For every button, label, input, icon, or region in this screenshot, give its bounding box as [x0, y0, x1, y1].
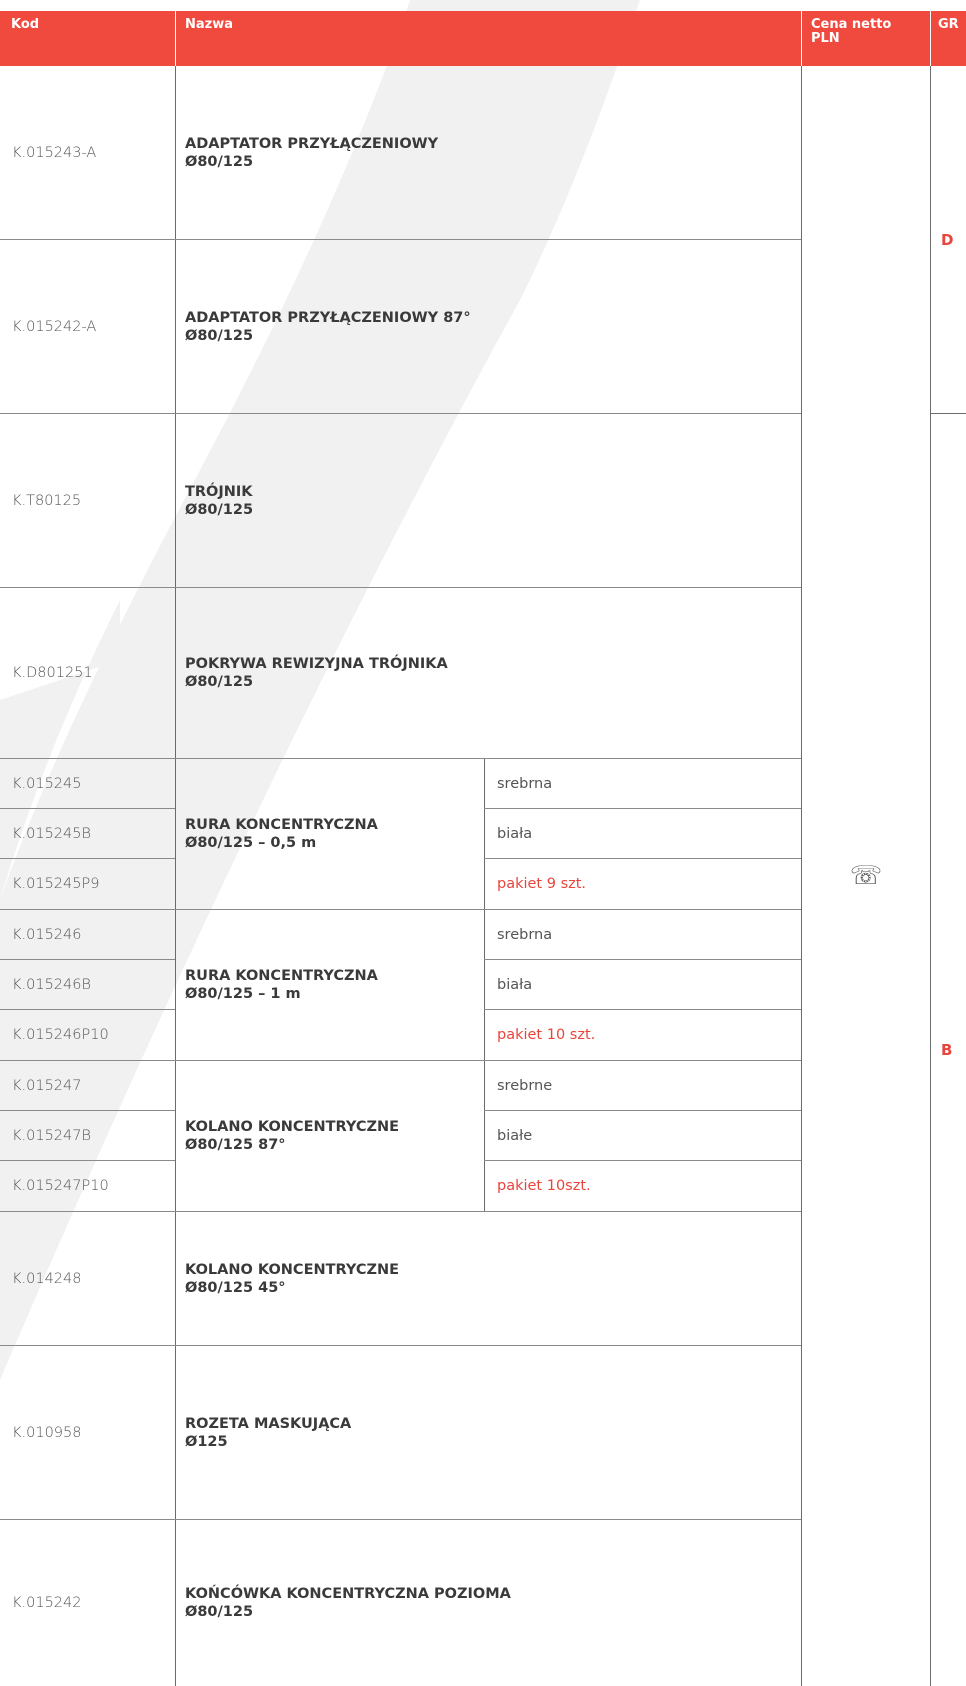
- product-name: [185, 1415, 351, 1451]
- product-name-line2: Ø80/125: [185, 1604, 254, 1620]
- code-text: K.015246P10: [12, 1027, 109, 1043]
- code-text: K.015245: [12, 775, 82, 792]
- product-name-line1: KOLANO KONCENTRYCZNE: [185, 1119, 400, 1135]
- variant-group-name: [176, 759, 484, 909]
- variant-text: srebrna: [497, 926, 553, 943]
- variant-code: [0, 1010, 175, 1060]
- group-d-label: D: [941, 230, 954, 249]
- variant-code: [0, 960, 175, 1009]
- table-row-code: [0, 66, 175, 239]
- code-text: K.015246B: [12, 976, 91, 993]
- variant-label: [485, 910, 801, 959]
- code-text: K.015247: [12, 1077, 82, 1094]
- variant-package-label: [485, 859, 801, 909]
- row-divider: [0, 239, 801, 240]
- variant-package-label: [485, 1161, 801, 1211]
- product-name-line2: Ø80/125 87°: [185, 1137, 286, 1153]
- column-divider: [930, 66, 931, 1686]
- row-divider: [0, 1519, 801, 1520]
- row-divider: [0, 959, 175, 960]
- table-row-name: [176, 66, 801, 239]
- table-row-name: [176, 588, 801, 758]
- variant-code: [0, 759, 175, 808]
- product-name-line2: Ø125: [185, 1433, 228, 1450]
- header-kod-label: Kod: [11, 17, 40, 32]
- product-name-line1: KOŃCÓWKA KONCENTRYCZNA POZIOMA: [185, 1586, 511, 1602]
- product-name: [185, 1261, 399, 1297]
- row-divider: [484, 1160, 801, 1161]
- product-name-line1: POKRYWA REWIZYJNA TRÓJNIKA: [185, 656, 448, 672]
- variant-label: [485, 1111, 801, 1160]
- code-text: K.015247P10: [12, 1178, 109, 1194]
- code-text: K.010958: [12, 1424, 82, 1441]
- product-name: [185, 655, 448, 691]
- row-divider: [0, 1345, 801, 1346]
- column-divider: [175, 66, 176, 1686]
- code-text: K.015243-A: [12, 144, 97, 161]
- product-name: [185, 967, 378, 1003]
- variant-code: [0, 1111, 175, 1160]
- product-name-line2: Ø80/125: [185, 153, 254, 170]
- product-name: [185, 1118, 399, 1154]
- code-text: K.015242: [12, 1595, 82, 1611]
- header-cena-line1: Cena netto: [811, 17, 892, 32]
- product-name: [185, 309, 471, 345]
- header-grupa: [931, 11, 966, 66]
- variant-code: [0, 1161, 175, 1211]
- group-b-label: B: [941, 1041, 953, 1059]
- row-divider: [0, 1211, 801, 1212]
- variant-text: pakiet 9 szt.: [497, 876, 587, 892]
- product-name-line1: RURA KONCENTRYCZNA: [185, 968, 378, 984]
- table-row-name: [176, 1520, 801, 1686]
- table-row-name: [176, 1212, 801, 1345]
- row-divider: [484, 1009, 801, 1010]
- product-name: [185, 135, 438, 171]
- product-name: [185, 483, 253, 519]
- product-name-line1: ROZETA MASKUJĄCA: [185, 1415, 352, 1432]
- header-grupa-label: GR: [938, 17, 959, 32]
- header-cena-line2: PLN: [811, 31, 840, 46]
- row-divider: [484, 959, 801, 960]
- variant-text: biała: [497, 825, 533, 842]
- column-divider: [801, 66, 802, 1686]
- product-name-line1: TRÓJNIK: [185, 483, 253, 500]
- row-divider: [484, 1110, 801, 1111]
- row-divider: [0, 758, 801, 759]
- row-divider: [0, 587, 801, 588]
- group-divider: [930, 413, 966, 414]
- variant-code: [0, 910, 175, 959]
- table-row-code: [0, 1520, 175, 1686]
- variant-text: srebrna: [497, 775, 553, 792]
- price-cell: [802, 66, 930, 1686]
- row-divider: [0, 909, 801, 910]
- variant-package-label: [485, 1010, 801, 1060]
- row-divider: [0, 1060, 801, 1061]
- table-row-code: [0, 414, 175, 587]
- variant-code: [0, 859, 175, 909]
- variant-group-name: [176, 910, 484, 1060]
- variant-label: [485, 759, 801, 808]
- product-name-line2: Ø80/125: [185, 674, 254, 690]
- product-name-line1: ADAPTATOR PRZYŁĄCZENIOWY 87°: [185, 309, 471, 326]
- variant-label: [485, 960, 801, 1009]
- code-text: K.015247B: [12, 1127, 91, 1144]
- product-name: [185, 1585, 511, 1621]
- column-divider: [484, 759, 485, 1211]
- table-row-code: [0, 1212, 175, 1345]
- variant-label: [485, 1061, 801, 1110]
- telephone-icon: ☏: [849, 861, 883, 891]
- row-divider: [0, 808, 175, 809]
- product-name-line1: ADAPTATOR PRZYŁĄCZENIOWY: [185, 135, 439, 152]
- variant-label: [485, 809, 801, 858]
- table-row-code: [0, 588, 175, 758]
- product-name-line1: KOLANO KONCENTRYCZNE: [185, 1261, 400, 1278]
- code-text: K.015246: [12, 926, 82, 943]
- product-name-line2: Ø80/125: [185, 327, 254, 344]
- table-row-code: [0, 1346, 175, 1519]
- group-b-cell: [931, 414, 966, 1686]
- row-divider: [0, 413, 801, 414]
- row-divider: [0, 858, 175, 859]
- header-kod: [0, 11, 175, 66]
- variant-text: srebrne: [497, 1077, 553, 1094]
- variant-text: biała: [497, 976, 533, 993]
- row-divider: [484, 808, 801, 809]
- product-name-line2: Ø80/125 45°: [185, 1279, 286, 1296]
- variant-text: białe: [497, 1127, 533, 1144]
- header-cena: [802, 11, 930, 66]
- table-row-name: [176, 414, 801, 587]
- variant-code: [0, 1061, 175, 1110]
- header-nazwa: [176, 11, 801, 66]
- row-divider: [0, 1110, 175, 1111]
- code-text: K.T80125: [12, 492, 82, 509]
- row-divider: [484, 858, 801, 859]
- variant-text: pakiet 10 szt.: [497, 1027, 596, 1043]
- code-text: K.015242-A: [12, 318, 97, 335]
- variant-text: pakiet 10szt.: [497, 1178, 591, 1194]
- product-name: [185, 816, 378, 852]
- row-divider: [0, 1160, 175, 1161]
- code-text: K.015245P9: [12, 876, 100, 892]
- table-row-code: [0, 240, 175, 413]
- table-row-name: [176, 240, 801, 413]
- row-divider: [0, 1009, 175, 1010]
- header-nazwa-label: Nazwa: [185, 17, 234, 32]
- table-row-name: [176, 1346, 801, 1519]
- group-d-cell: [931, 66, 966, 413]
- product-name-line2: Ø80/125 – 0,5 m: [185, 835, 317, 851]
- code-text: K.014248: [12, 1270, 82, 1287]
- code-text: K.015245B: [12, 825, 91, 842]
- product-name-line2: Ø80/125 – 1 m: [185, 986, 301, 1002]
- variant-code: [0, 809, 175, 858]
- product-name-line1: RURA KONCENTRYCZNA: [185, 817, 378, 833]
- product-name-line2: Ø80/125: [185, 501, 254, 518]
- code-text: K.D801251: [12, 665, 93, 681]
- variant-group-name: [176, 1061, 484, 1211]
